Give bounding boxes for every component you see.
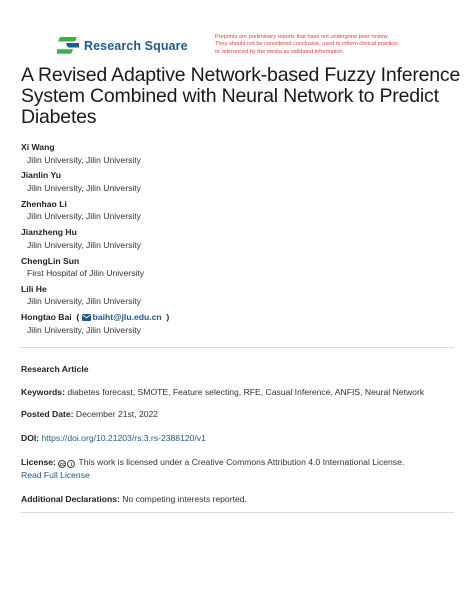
author-name[interactable]: ChengLin Sun (21, 255, 80, 266)
posted-date-value: December 21st, 2022 (75, 409, 159, 419)
author-entry (21, 226, 461, 254)
author-email: baiht@jlu.edu.cn (92, 312, 162, 323)
corresponding-author (21, 311, 461, 324)
author-name[interactable]: Hongtao Bai (21, 312, 72, 323)
author-name[interactable]: Jianzheng Hu (21, 227, 77, 238)
envelope-icon (82, 314, 91, 321)
doi-row (21, 432, 206, 444)
author-name[interactable]: Jianlin Yu (21, 170, 61, 181)
posted-date-row (21, 408, 158, 420)
author-affiliation: First Hospital of Jilin University (27, 268, 144, 279)
section-divider (21, 347, 454, 348)
logo-text: Research Square (84, 38, 188, 53)
research-square-logo[interactable] (57, 37, 188, 54)
author-name[interactable]: Lili He (21, 283, 47, 294)
keywords-row (21, 386, 424, 398)
paren-open: ( (74, 312, 80, 323)
author-affiliation: Jilin University, Jilin University (27, 239, 141, 250)
author-entry (21, 311, 461, 339)
notice-line: Preprints are preliminary reports that have not undergone peer review. (215, 34, 389, 40)
section-divider (21, 512, 454, 513)
author-affiliation: Jilin University, Jilin University (27, 296, 141, 307)
research-square-logo-icon (57, 37, 79, 54)
article-type-label: Research Article (21, 364, 89, 374)
header (0, 0, 474, 66)
license-label: License: (21, 457, 56, 467)
keywords-value: diabetes forecast, SMOTE, Feature selecting, RFE, Casual Inference, ANFIS, Neural Network (67, 387, 425, 397)
author-affiliation: Jilin University, Jilin University (27, 324, 141, 335)
author-entry (21, 169, 461, 197)
doi-link[interactable]: https://doi.org/10.21203/rs.3.rs-2388120/v1 (41, 433, 206, 443)
license-text: This work is licensed under a Creative Commons Attribution 4.0 International License. (78, 457, 405, 467)
author-entry (21, 283, 461, 311)
author-name[interactable]: Zhenhao Li (21, 198, 67, 209)
license-row (21, 456, 404, 468)
author-entry (21, 255, 461, 283)
notice-line: or referenced by the media as validated information. (215, 48, 345, 55)
doi-label: DOI: (21, 433, 40, 443)
author-entry (21, 141, 461, 169)
read-full-license-link[interactable]: Read Full License (21, 470, 90, 480)
cc-icon: cc (59, 462, 66, 468)
author-list (21, 141, 461, 340)
author-affiliation: Jilin University, Jilin University (27, 182, 141, 193)
author-entry (21, 198, 461, 226)
posted-date-label: Posted Date: (21, 409, 74, 419)
keywords-label: Keywords: (21, 387, 65, 397)
declarations-label: Additional Declarations: (21, 494, 120, 504)
author-affiliation: Jilin University, Jilin University (27, 211, 141, 222)
preprint-notice (215, 34, 445, 56)
attribution-icon: i (67, 460, 75, 468)
declarations-row (21, 493, 247, 505)
notice-line: They should not be considered conclusive, used to inform clinical practice, (215, 41, 399, 48)
author-email-link[interactable] (82, 312, 164, 322)
author-name[interactable]: Xi Wang (21, 142, 55, 152)
declarations-value: No competing interests reported. (122, 494, 247, 504)
article-type (21, 363, 89, 375)
read-license-row (21, 469, 90, 481)
paren-close: ) (164, 312, 170, 323)
paper-title: A Revised Adaptive Network-based Fuzzy Inference System Combined with Neural Network to Predict Diabetes (21, 64, 461, 128)
author-affiliation: Jilin University, Jilin University (27, 154, 141, 165)
